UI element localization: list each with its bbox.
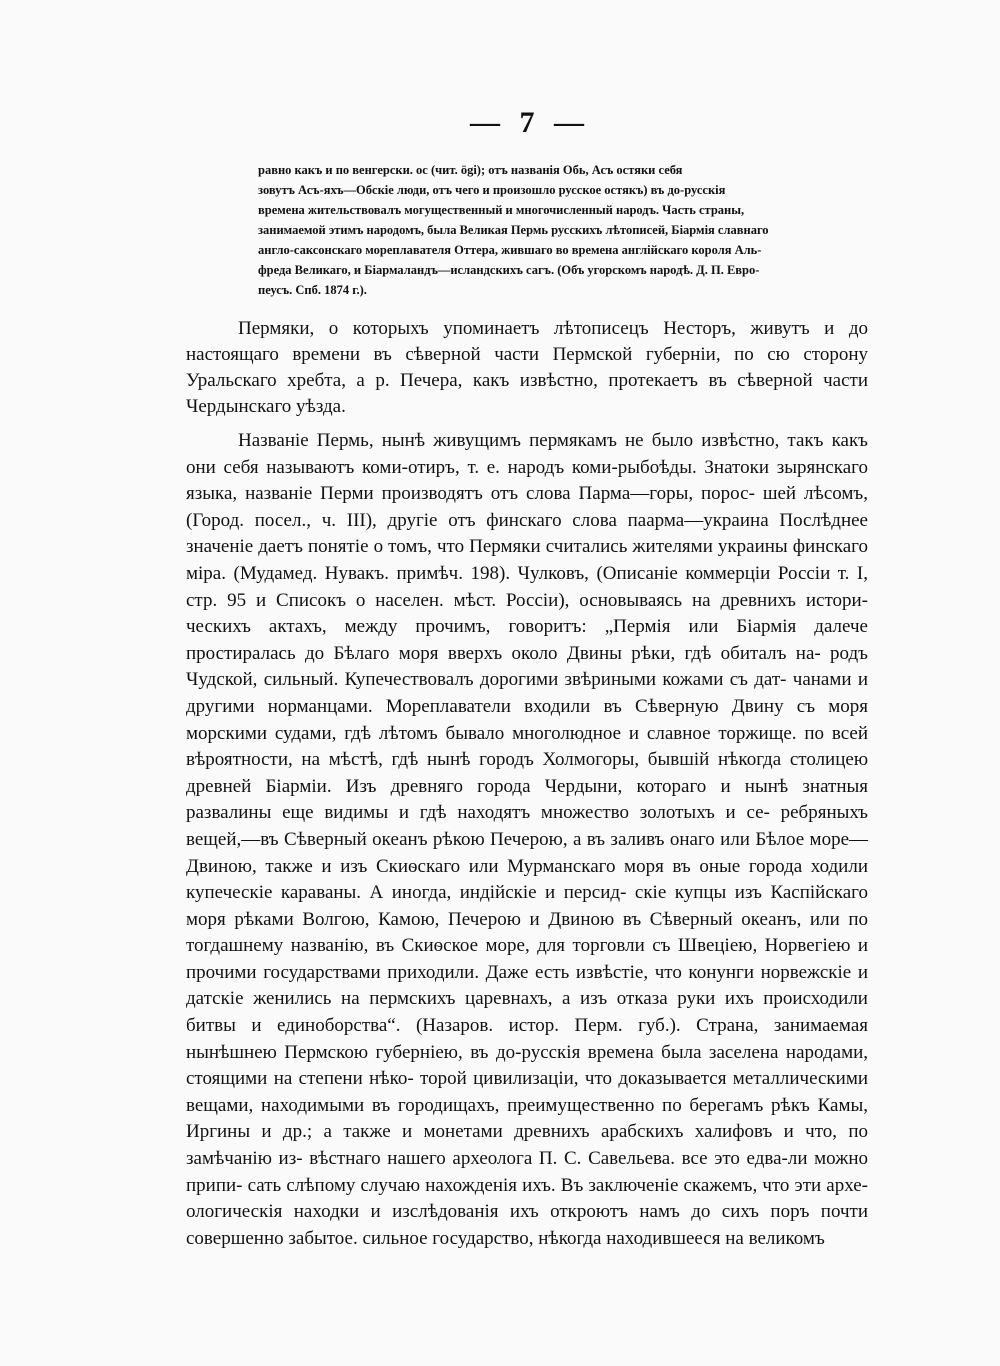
- paragraph-line: совершенно забытое. сильное государство, нѣкогда находившееся на великомъ: [186, 1227, 825, 1249]
- paragraph-line: ологическія находки и изслѣдованія ихъ откроютъ намъ до сихъ поръ почти: [186, 1201, 868, 1223]
- footnote-line: зовутъ Асъ-яхъ—Обскіе люди, отъ чего и произошло русское остякъ) въ до-русскія: [258, 183, 726, 197]
- paragraph-line: въ городищахъ, преимущественно по берегамъ рѣкъ Камы, Иргины и др.;: [186, 1094, 868, 1143]
- paragraph-line: вѣстнаго нашего археолога П. С. Савельева. все это едва-ли можно припи-: [186, 1148, 869, 1196]
- paragraph-line: въ Сѣверный океанъ, или по тогдашнему названію, въ Скиѳское море, для: [186, 908, 869, 957]
- paragraph-line: есть извѣстіе, что конунги норвежскіе и датскіе женились на пермскихъ: [186, 961, 868, 1010]
- paragraph-line: въ оные города ходили купеческіе караваны. А иногда, индійскіе и персид-: [186, 855, 868, 904]
- footnote-line: занимаемой этимъ народомъ, была Великая Пермь русскихъ лѣтописей, Біармія славнаго: [258, 223, 769, 237]
- paragraph-line: украины финскаго міра. (Мудамед. Нувакъ. примѣч. 198). Чулковъ, (Описаніе коммерціи: [186, 536, 868, 584]
- page-number: — 7 —: [470, 106, 590, 139]
- paragraph-line: въ до-русскія времена была заселена народами, стоящими на степени нѣко-: [186, 1041, 869, 1090]
- paragraph-line: настоящаго времени въ сѣверной части Пермской губерніи, по сю сторону: [186, 344, 868, 365]
- footnote: [258, 160, 870, 300]
- paragraph-permyaks: [186, 316, 868, 420]
- paragraph-line: ческихъ актахъ, между прочимъ, говоритъ: „Пермія или Біармія далече: [186, 616, 868, 638]
- paragraph-line: Послѣднее значеніе даетъ понятіе о томъ, что Пермяки считались жителями: [186, 509, 868, 558]
- paragraph-line: простиралась до Бѣлаго моря вверхъ около Двины рѣки, гдѣ обиталъ на-: [186, 642, 821, 664]
- paragraph-line: торой цивилизаціи, что доказывается металлическими вещами, находимыми: [186, 1068, 869, 1116]
- paragraph-line: скіе купцы изъ Каспійскаго моря рѣками Волгою, Камою, Печерою и Двиною: [186, 882, 868, 930]
- paragraph-line: Пермяки, о которыхъ упоминаетъ лѣтописецъ Несторъ, живутъ и до: [238, 318, 868, 339]
- paragraph-line: сать слѣпому случаю нахожденія ихъ. Въ заключеніе скажемъ, что эти архе-: [247, 1174, 869, 1196]
- paragraph-line: шей лѣсомъ, (Город. посел., ч. III), другіе отъ финскаго слова паарма—украина: [186, 483, 868, 531]
- paragraph-line: знатныя развалины еще видимы и гдѣ находятъ множество золотыхъ и се-: [186, 775, 869, 824]
- paragraph-line: зырянскаго языка, названіе Перми производятъ отъ слова Парма—горы, порос-: [186, 456, 868, 505]
- paragraph-line: по всей вѣроятности, на мѣстѣ, гдѣ нынѣ городъ Холмогоры, бывшій нѣкогда: [186, 722, 868, 771]
- paragraph-line: какъ они себя называютъ коми-отиръ, т. е. народъ коми-рыбоѣды. Знатоки: [186, 430, 869, 478]
- paragraph-line: или Бѣлое море—Двиною, также и изъ Скиѳскаго или Мурманскаго моря: [186, 828, 869, 877]
- paragraph-line: (Назаров. истор. Перм. губ.). Страна, занимаемая нынѣшнею Пермскою губерніею,: [186, 1015, 869, 1063]
- paragraph-line: Уральскаго хребта, а р. Печера, какъ извѣстно, протекаетъ въ сѣверной части: [186, 370, 868, 391]
- paragraph-line: съ моря морскими судами, гдѣ лѣтомъ бывало многолюдное и славное торжище.: [186, 695, 868, 744]
- footnote-line: пеусъ. Спб. 1874 г.).: [258, 283, 367, 297]
- footnote-line: англо-саксонскаго мореплавателя Оттера, жившаго во времена англійскаго короля Аль-: [258, 243, 762, 257]
- paragraph-line: царевнахъ, а изъ отказа руки ихъ происходили битвы и единоборства“.: [186, 988, 868, 1037]
- footnote-line: равно какъ и по венгерски. ос (чит. ögi); отъ названія Обь, Асъ остяки себя: [258, 163, 683, 177]
- footnote-line: времена жительствовалъ могущественный и многочисленный народъ. Часть страны,: [258, 203, 745, 217]
- paragraph-perm-name: [186, 428, 868, 1252]
- paragraph-line: Названіе Пермь, нынѣ живущимъ пермякамъ не было извѣстно, такъ: [238, 430, 824, 451]
- paragraph-line: чанами и другими норманцами. Мореплаватели входили въ Сѣверную Двину: [186, 669, 868, 717]
- paragraph-line: родъ Чудской, сильный. Купечествовалъ дорогими звѣриными кожами съ дат-: [186, 642, 868, 691]
- footnote-line: фреда Великаго, и Біармаландъ—исландскихъ сагъ. (Объ угорскомъ народѣ. Д. П. Евро-: [258, 263, 760, 277]
- paragraph-line: торговли съ Швеціею, Норвегіею и прочими государствами приходили. Даже: [186, 935, 869, 983]
- paragraph-line: Чердынскаго уѣзда.: [186, 396, 346, 417]
- paragraph-line: а также и монетами древнихъ арабскихъ халифовъ и что, по замѣчанію из-: [186, 1121, 869, 1170]
- paragraph-line: Россіи т. I, стр. 95 и Списокъ о населен. мѣст. Россіи), основываясь на древнихъ истори-: [186, 562, 868, 611]
- paragraph-line: ребряныхъ вещей,—въ Сѣверный океанъ рѣкою Печерою, а въ заливъ онаго: [186, 802, 868, 850]
- paragraph-line: столицею древней Біарміи. Изъ древняго города Чердыни, котораго и нынѣ: [186, 749, 869, 797]
